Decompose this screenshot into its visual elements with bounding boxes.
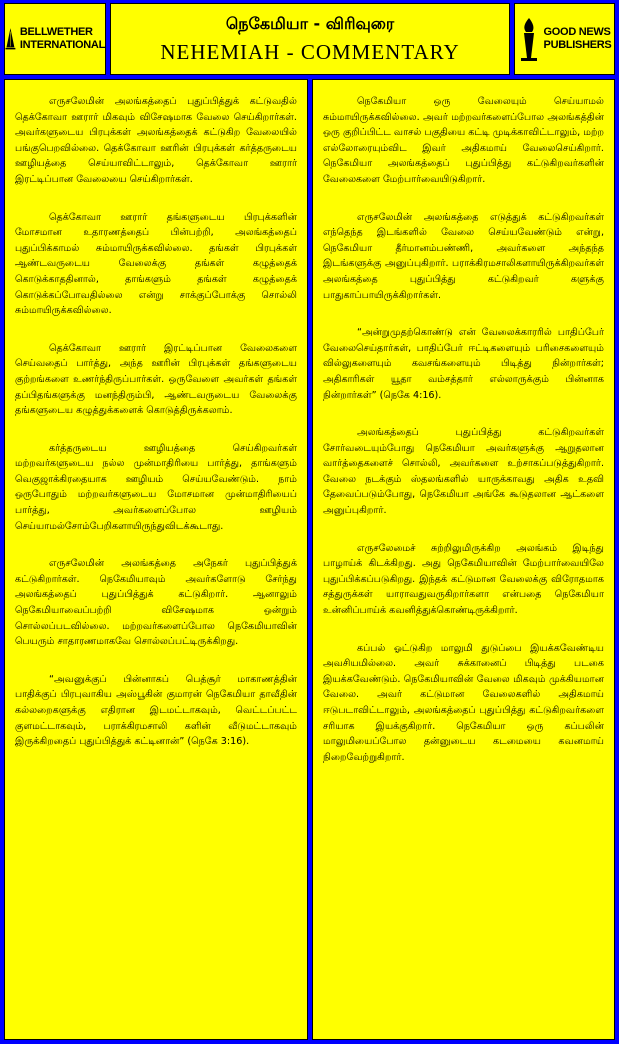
right-paragraph-1: நெகேமியா ஒரு வேலையும் செய்யாமல் சும்மாயிருக்கவில்லை. அவர் மற்றவர்களைப்போல அலங்கத்தின் ஒரு குறிப்பிட்ட வாசல் பகுதியை கட்டி முடிக்காவிட்டாலும், மற்ற எல்லோரையும்விட இவர் அதிகமாய் வேலைசெய்கிறார். நெகேமியா அலங்கத்தைப் புதுப்பித்து கட்டுகிறவர்களின் வேலைகளை மேற்பார்வையிடுகிறார். <box>323 96 604 185</box>
good-news-logo <box>514 3 615 75</box>
torch-icon <box>518 16 540 62</box>
right-paragraph-6: கப்பல் ஓட்டுகிற மாலுமி துடுப்பை இயக்கவேண்டிய அவசியமில்லை. அவர் சுக்கானைப் பிடித்து படகை இயக்கவேண்டும். நெகேமியாவின் வேலை மிகவும் முக்கியமான வேலை. அவர் கட்டுமான வேலைகளில் அதிகமாய் ஈடுபடாவிட்டாலும், அலங்கத்தைப் புதுப்பித்து கட்டுகிறவர்களை சரியாக இயக்குகிறார். நெகேமியா ஒரு கப்பலின் மாலுமியைப்போல தன்னுடைய கடமையை கவனமாய் நிறைவேற்றுகிறார். <box>323 642 604 763</box>
page-title-tamil: நெகேமியா - விரிவுரை <box>225 14 395 33</box>
page-title-english: NEHEMIAH - COMMENTARY <box>160 40 460 64</box>
bell-icon <box>5 16 16 62</box>
left-paragraph-6: “அவனுக்குப் பின்னாகப் பெத்சூர் மாகாணத்தின் பாதிக்குப் பிரபுவாகிய அஸ்பூகின் குமாரன் நெகேமியா தாவீதின் கல்லறைகளுக்கு எதிரான இடமட்டாகவும், வெட்டப்பட்ட குளமட்டாகவும், பராக்கிரமசாலி களின் வீடுமட்டாகவும் இருக்கிறதைப் புதுப்பித்துக் கட்டினான்” (நெகே 3:16). <box>15 673 297 748</box>
right-column <box>312 79 615 1040</box>
right-paragraph-4: அலங்கத்தைப் புதுப்பித்து கட்டுகிறவர்கள் சோர்வடையும்போது நெகேமியா அவர்களுக்கு ஆறுதலான வார்த்தைகளைச் சொல்லி, அவர்களை உற்சாகப்படுத்துகிறார். வேலை நடக்கும் ஸ்தலங்களில் யாருக்காவது அதிக உதவி தேவைப்படும்போது, நெகேமியா அங்கே கூடுதலான ஆட்களை அனுப்புகிறார். <box>323 427 604 517</box>
left-paragraph-4: கர்த்தருடைய ஊழியத்தை செய்கிறவர்கள் மற்றவர்களுடைய நல்ல முன்மாதிரியை பார்த்து, தாங்களும் வெகுஜாக்கிரதையாக ஊழியம் செய்யவேண்டும். நாம் ஒருபோதும் மற்றவர்களுடைய மோசமான முன்மாதிரியைப் பார்த்து, அவர்களைப்போல ஊழியம் செய்யாமல்சோம்பேறிகளாயிருந்துவிடக்கூடாது. <box>15 442 297 532</box>
right-paragraph-3: “அன்றுமுதற்கொண்டு என் வேலைக்காரரில் பாதிப்பேர் வேலைசெய்தார்கள், பாதிப்பேர் ஈட்டிகளையும் பரிசைகளையும் வில்லுகளையும் கவசங்களையும் பிடித்து நின்றார்கள்; அதிகாரிகள் யூதா வம்சத்தார் எல்லாருக்கும் பின்னாக நின்றார்கள்” (நெகே 4:16). <box>323 327 604 401</box>
left-paragraph-3: தெக்கோவா ஊரார் இரட்டிப்பான வேலைகளை செய்வதைப் பார்த்து, அந்த ஊரின் பிரபுக்கள் தங்களுடைய குற்றங்களை உணர்ந்திருப்பார்கள். ஒருவேளை அவர்கள் தங்கள் தப்பிதங்களுக்கு மனந்திரும்பி, ஆண்டவருடைய வேலைக்கு தங்களுடைய கழுத்துக்களைக் கொடுத்திருக்கலாம். <box>15 342 297 417</box>
left-column <box>4 79 308 1040</box>
logo-left-line2: INTERNATIONAL <box>19 39 105 51</box>
left-paragraph-2: தெக்கோவா ஊரார் தங்களுடைய பிரபுக்களின் மோசமான உதாரணத்தைப் பின்பற்றி, அலங்கத்தைப் புதுப்பிக்காமல் சும்மாயிருக்கவில்லை. தங்கள் பிரபுக்கள் ஆண்டவருடைய வேலைக்கு தங்கள் கழுத்தைக் கொடுக்காததினால், தாங்களும் தங்கள் கழுத்தைக் கொடுக்கப்போவதில்லை என்று சாக்குப்போக்கு சொல்லி சும்மாயிருக்கவில்லை. <box>15 211 297 317</box>
title-header <box>110 3 510 75</box>
right-paragraph-5: எருசலேமைச் சுற்றிலுமிருக்கிற அலங்கம் இடிந்து பாழாய்க் கிடக்கிறது. அது நெகேமியாவின் மேற்பார்வையிலே புதுப்பிக்கப்படுகிறது. இந்தக் கட்டுமான வேலைக்கு விரோதமாக சத்துருக்கள் யாராவதுவருகிறார்களா என்பதை நெகேமியா உன்னிப்பாய்க் கவனித்துக்கொண்டிருக்கிறார். <box>323 542 604 617</box>
logo-right-line2: PUBLISHERS <box>543 39 612 51</box>
left-paragraph-1: எருசலேமின் அலங்கத்தைப் புதுப்பித்துக் கட்டுவதில் தெக்கோவா ஊரார் மிகவும் விசேஷமாக வேலை செய்கிறார்கள். அவர்களுடைய பிரபுக்கள் அலங்கத்தைக் கட்டுகிற வேலையில் பங்குபெறவில்லை. தெக்கோவா ஊரின் பிரபுக்கள் கர்த்தருடைய ஊழியத்தை செய்யாவிட்டாலும், தெக்கோவா ஊரார் இரட்டிப்பான வேலையை செய்கிறார்கள். <box>15 96 297 185</box>
right-paragraph-2: எருசலேமின் அலங்கத்தை எடுத்துக் கட்டுகிறவர்கள் எந்தெந்த இடங்களில் வேலை செய்யவேண்டும் என்று, நெகேமியா தீர்மானம்பண்ணி, அவர்களை அந்தந்த இடங்களுக்கு அனுப்புகிறார். பராக்கிரமசாலிகளாயிருக்கிறவர்கள் அலங்கத்தை புதுப்பித்து கட்டுகிறவர் களுக்கு பாதுகாப்பாயிருக்கிறார்கள். <box>323 211 604 301</box>
logo-right-line1: GOOD NEWS <box>543 26 611 38</box>
left-paragraph-5: எருசலேமின் அலங்கத்தை அநேகர் புதுப்பித்துக் கட்டுகிறார்கள். நெகேமியாவும் அவர்களோடு சேர்ந்து அலங்கத்தைப் புதுப்பித்துக் கட்டுகிறார். ஆனாலும் நெகேமியாவைப்பற்றி விசேஷமாக ஒன்றும் சொல்லப்படவில்லை. மற்றவர்களைப்போல நெகேமியாவின் பெயரும் சாதாரணமாகவே சொல்லப்பட்டிருக்கிறது. <box>15 558 297 648</box>
logo-left-line1: BELLWETHER <box>19 26 93 38</box>
bellwether-logo <box>4 3 106 75</box>
